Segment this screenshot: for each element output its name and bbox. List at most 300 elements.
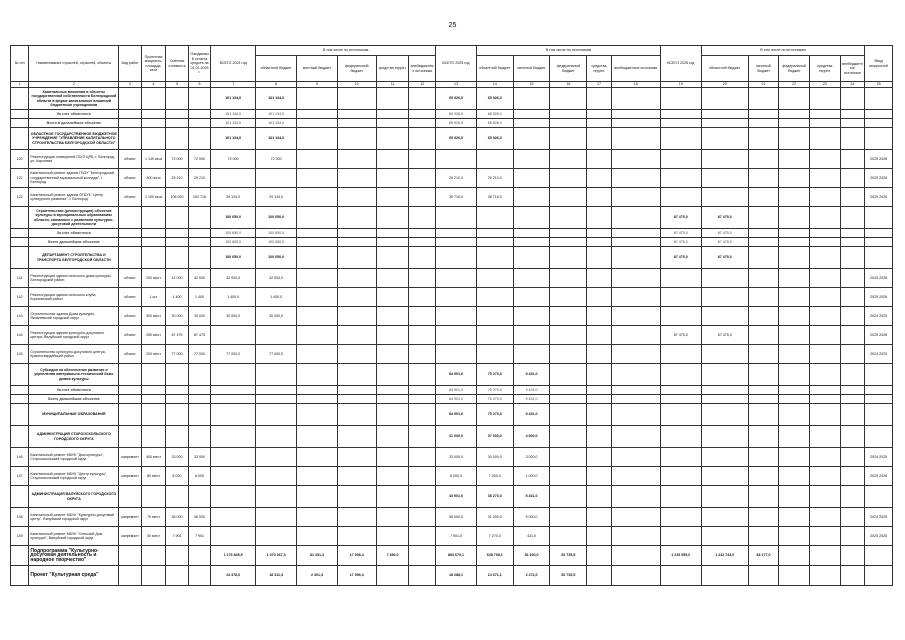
row-value <box>550 88 587 110</box>
row-value: 9 431,0 <box>513 404 550 426</box>
row-value <box>810 404 841 426</box>
row-type: объект <box>119 345 141 364</box>
row-value <box>810 307 841 326</box>
row-value <box>550 247 587 269</box>
row-value <box>337 486 376 508</box>
row-value <box>701 566 748 586</box>
row-value <box>779 207 810 229</box>
column-number: 17 <box>587 82 612 88</box>
row-name: Реконструкция помещений ГБУЗ ЦРБ, г. Белгород, ул. Королева <box>29 150 119 169</box>
row-value <box>376 307 409 326</box>
row-number: 145 <box>11 345 29 364</box>
row-value <box>409 364 436 386</box>
row-value <box>513 345 550 364</box>
row-remaining: 29 210 <box>188 169 210 188</box>
row-value: 100 650,0 <box>256 238 297 247</box>
row-power <box>141 364 166 386</box>
table-row <box>11 110 893 119</box>
row-year <box>865 88 893 110</box>
column-number: 19 <box>660 82 701 88</box>
row-power <box>141 207 166 229</box>
row-value: 65 926,0 <box>476 128 513 150</box>
row-type <box>119 386 141 395</box>
row-year <box>865 364 893 386</box>
row-value <box>337 426 376 448</box>
table-row <box>11 169 893 188</box>
row-value <box>337 395 376 404</box>
row-value: 33 000,0 <box>436 448 477 467</box>
row-value <box>748 386 779 395</box>
table-row <box>11 486 893 508</box>
row-value <box>297 307 338 326</box>
row-value <box>748 229 779 238</box>
row-estimate: 33 000 <box>166 448 188 467</box>
row-value: 43 901,0 <box>436 486 477 508</box>
row-value <box>779 119 810 128</box>
row-value <box>611 326 660 345</box>
row-value <box>587 247 612 269</box>
row-value: 7 270,0 <box>476 527 513 546</box>
header-type: Вид работ <box>119 46 141 82</box>
row-value <box>550 326 587 345</box>
row-value <box>297 128 338 150</box>
row-value: 29 134,0 <box>256 188 297 207</box>
row-value <box>701 128 748 150</box>
row-name: Капитальный ремонт МБУК "Центр культуры", Старооскольский городской округ <box>29 467 119 486</box>
row-value <box>376 269 409 288</box>
row-value <box>748 566 779 586</box>
row-value <box>376 247 409 269</box>
row-value: 36 716,0 <box>476 188 513 207</box>
row-power <box>141 386 166 395</box>
column-number: 9 <box>297 82 338 88</box>
row-value <box>211 508 256 527</box>
row-value <box>660 467 701 486</box>
row-number: 147 <box>11 467 29 486</box>
table-body <box>11 88 893 586</box>
row-estimate <box>166 404 188 426</box>
row-value <box>211 326 256 345</box>
row-value <box>779 326 810 345</box>
row-name: Строительство здания Дома культуры, Яковлевский городской округ <box>29 307 119 326</box>
row-value <box>513 326 550 345</box>
row-value <box>550 110 587 119</box>
table-row <box>11 247 893 269</box>
row-remaining <box>188 404 210 426</box>
row-number <box>11 486 29 508</box>
row-value: 37 000,0 <box>476 426 513 448</box>
row-value <box>660 88 701 110</box>
row-value <box>840 288 865 307</box>
column-number: 20 <box>701 82 748 88</box>
header-own: средства террит. <box>587 56 612 82</box>
row-value: 100 650,0 <box>211 207 256 229</box>
row-value <box>409 386 436 395</box>
row-year <box>865 229 893 238</box>
row-value <box>748 486 779 508</box>
row-remaining <box>188 207 210 229</box>
row-remaining: 30 000 <box>188 307 210 326</box>
row-value: 87 475,0 <box>701 207 748 229</box>
row-value: 77 000,0 <box>211 345 256 364</box>
row-number <box>11 426 29 448</box>
row-estimate <box>166 364 188 386</box>
row-value <box>337 150 376 169</box>
row-value <box>810 345 841 364</box>
row-estimate <box>166 247 188 269</box>
row-number: 143 <box>11 307 29 326</box>
row-type <box>119 395 141 404</box>
row-value <box>436 288 477 307</box>
row-value <box>748 527 779 546</box>
row-value <box>748 326 779 345</box>
row-value <box>748 150 779 169</box>
row-name: За счет областного <box>29 386 119 395</box>
row-name: ДЕПАРТАМЕНТ СТРОИТЕЛЬСТВА И ТРАНСПОРТА БЕЛГОРОДСКОЙ ОБЛАСТИ <box>29 247 119 269</box>
row-year <box>865 395 893 404</box>
row-value <box>409 448 436 467</box>
row-value <box>409 119 436 128</box>
row-type: объект <box>119 188 141 207</box>
row-type <box>119 546 141 566</box>
row-value: 101 134,0 <box>256 110 297 119</box>
row-value <box>587 386 612 395</box>
row-value <box>587 150 612 169</box>
row-value: 84 901,0 <box>436 364 477 386</box>
row-value <box>436 307 477 326</box>
row-value <box>660 128 701 150</box>
table-row <box>11 188 893 207</box>
row-value <box>409 238 436 247</box>
row-value <box>436 345 477 364</box>
row-value <box>840 345 865 364</box>
row-value <box>409 404 436 426</box>
row-value <box>409 326 436 345</box>
row-value: 31 000,0 <box>476 508 513 527</box>
row-value <box>840 364 865 386</box>
row-value <box>810 169 841 188</box>
row-power <box>141 404 166 426</box>
row-value <box>256 448 297 467</box>
column-number: 22 <box>779 82 810 88</box>
row-value <box>810 238 841 247</box>
row-number <box>11 566 29 586</box>
row-value <box>840 426 865 448</box>
table-row <box>11 326 893 345</box>
row-value <box>513 110 550 119</box>
row-power: 250 мест <box>141 326 166 345</box>
row-name: Строительство (реконструкция) объектов культуры в муниципальных образованиях области, связанных с развитием культурно-досуговой деятельности <box>29 207 119 229</box>
row-value <box>256 467 297 486</box>
row-value: 100 650,0 <box>256 247 297 269</box>
row-value <box>748 88 779 110</box>
row-value: 100 650,0 <box>211 247 256 269</box>
row-value <box>748 345 779 364</box>
row-value <box>611 150 660 169</box>
row-year: 2024 2025 <box>865 508 893 527</box>
row-year <box>865 486 893 508</box>
row-value <box>810 188 841 207</box>
row-number <box>11 386 29 395</box>
row-value <box>748 269 779 288</box>
row-name: Капитальный ремонт МБУК "Культурно-досуговый центр", Валуйский городской округ <box>29 508 119 527</box>
row-power <box>141 238 166 247</box>
row-type <box>119 229 141 238</box>
row-value: 7 901,0 <box>436 527 477 546</box>
row-value <box>611 247 660 269</box>
row-power: 300 мест <box>141 307 166 326</box>
row-value <box>701 110 748 119</box>
row-value <box>587 486 612 508</box>
row-name: АДМИНИСТРАЦИЯ СТАРООСКОЛЬСКОГО ГОРОДСКОГО ОКРУГА <box>29 426 119 448</box>
row-power <box>141 546 166 566</box>
row-value <box>587 448 612 467</box>
row-value <box>211 467 256 486</box>
row-value <box>550 119 587 128</box>
row-power <box>141 128 166 150</box>
row-value <box>337 448 376 467</box>
row-value: 8 000,0 <box>436 467 477 486</box>
row-year: 2025 2026 <box>865 188 893 207</box>
row-name: Капитальные вложения в объекты государственной собственности Белгородской области в форме капитальных вложений бюджетным учреждениям <box>29 88 119 110</box>
row-value <box>660 527 701 546</box>
row-value <box>376 527 409 546</box>
row-name: Реконструкция здания сельского дома культуры, Белгородский район <box>29 269 119 288</box>
row-value <box>810 527 841 546</box>
row-value <box>810 110 841 119</box>
row-value <box>840 527 865 546</box>
row-power <box>141 426 166 448</box>
row-value <box>701 119 748 128</box>
row-power <box>141 110 166 119</box>
row-value <box>701 150 748 169</box>
row-value <box>701 467 748 486</box>
row-estimate: 42 000 <box>166 269 188 288</box>
row-remaining: 7 901 <box>188 527 210 546</box>
row-value <box>701 486 748 508</box>
row-year: 2025 2026 <box>865 150 893 169</box>
row-power: 800 кв.м <box>141 169 166 188</box>
row-value <box>748 128 779 150</box>
row-value <box>376 508 409 527</box>
row-value <box>376 326 409 345</box>
header-extra: внебюджетные источники <box>409 56 436 82</box>
row-value <box>587 566 612 586</box>
header-regional: областной бюджет <box>476 56 513 82</box>
row-value <box>337 247 376 269</box>
row-type <box>119 128 141 150</box>
row-value <box>513 150 550 169</box>
row-value <box>611 386 660 395</box>
row-name: АДМИНИСТРАЦИЯ ВАЛУЙСКОГО ГОРОДСКОГО ОКРУГА <box>29 486 119 508</box>
row-value: 14 671,1 <box>476 566 513 586</box>
table-row <box>11 238 893 247</box>
row-type: объект <box>119 288 141 307</box>
column-number: 12 <box>409 82 436 88</box>
row-value <box>297 404 338 426</box>
row-value <box>436 326 477 345</box>
row-value: 65 926,0 <box>436 88 477 110</box>
row-value <box>256 486 297 508</box>
row-value <box>376 128 409 150</box>
column-number: 21 <box>748 82 779 88</box>
row-type <box>119 110 141 119</box>
row-value <box>550 426 587 448</box>
header-extra: внебюджетные источники <box>840 56 865 82</box>
row-value <box>337 88 376 110</box>
row-value <box>513 169 550 188</box>
row-remaining <box>188 426 210 448</box>
row-value <box>376 404 409 426</box>
row-value: 1 070 267,3 <box>256 546 297 566</box>
row-value <box>297 88 338 110</box>
row-value <box>297 238 338 247</box>
header-own: средства террит. <box>376 56 409 82</box>
row-value <box>660 307 701 326</box>
row-value: 84 901,0 <box>436 395 477 404</box>
row-year: 2025 2026 <box>865 527 893 546</box>
row-value: 87 475,0 <box>660 207 701 229</box>
row-value <box>840 238 865 247</box>
column-number: 2 <box>29 82 119 88</box>
row-value: 29 134,0 <box>211 188 256 207</box>
row-type: объект <box>119 150 141 169</box>
row-remaining <box>188 386 210 395</box>
row-value <box>587 345 612 364</box>
row-value: 87 475,0 <box>701 229 748 238</box>
row-value <box>297 119 338 128</box>
row-value <box>748 119 779 128</box>
row-value <box>748 404 779 426</box>
column-number: 3 <box>119 82 141 88</box>
row-value: 87 475,0 <box>660 229 701 238</box>
row-number <box>11 364 29 386</box>
row-value <box>256 169 297 188</box>
column-number: 10 <box>337 82 376 88</box>
row-value <box>409 426 436 448</box>
row-value <box>409 188 436 207</box>
row-value: 42 000,0 <box>211 269 256 288</box>
row-value <box>409 395 436 404</box>
row-value <box>779 188 810 207</box>
row-value <box>376 566 409 586</box>
row-value <box>337 404 376 426</box>
row-value: 87 475,0 <box>701 326 748 345</box>
row-value: 29 210,0 <box>476 169 513 188</box>
row-value <box>840 128 865 150</box>
row-value <box>840 546 865 566</box>
row-value <box>376 150 409 169</box>
row-value <box>660 486 701 508</box>
column-number: 5 <box>166 82 188 88</box>
row-value <box>611 426 660 448</box>
row-value <box>550 364 587 386</box>
row-value <box>376 188 409 207</box>
row-value <box>211 395 256 404</box>
row-value <box>550 395 587 404</box>
row-value <box>810 150 841 169</box>
header-remaining: Ожидаемый остаток средств на 01.01.2025 г. <box>188 46 210 82</box>
row-value <box>611 404 660 426</box>
row-value <box>376 229 409 238</box>
header-group-2026: В том числе по источникам <box>701 46 865 56</box>
row-value <box>611 508 660 527</box>
row-value <box>476 207 513 229</box>
row-value <box>660 386 701 395</box>
row-year <box>865 119 893 128</box>
row-value: 17 906,4 <box>337 566 376 586</box>
row-type <box>119 88 141 110</box>
row-value <box>587 508 612 527</box>
row-value <box>297 386 338 395</box>
row-value <box>587 395 612 404</box>
row-year <box>865 426 893 448</box>
row-number <box>11 229 29 238</box>
row-value <box>611 88 660 110</box>
row-type <box>119 426 141 448</box>
row-value: 9 431,0 <box>513 364 550 386</box>
row-value <box>550 467 587 486</box>
row-value <box>337 169 376 188</box>
row-value <box>840 395 865 404</box>
row-value <box>840 269 865 288</box>
row-name: Реконструкция здания сельского клуба, Корочанский район <box>29 288 119 307</box>
row-year <box>865 207 893 229</box>
row-name: Капитальный ремонт МБУК "Дом культуры", Старооскольский городской округ <box>29 448 119 467</box>
row-value <box>660 110 701 119</box>
row-value <box>550 508 587 527</box>
row-value <box>840 229 865 238</box>
header-estimate: Сметная стоимость <box>166 46 188 82</box>
row-power: 70 мест <box>141 508 166 527</box>
row-value <box>409 486 436 508</box>
row-name: Подпрограмма "Культурно-досуговая деятельность и народное творчество" <box>29 546 119 566</box>
row-value <box>297 169 338 188</box>
row-value <box>587 326 612 345</box>
row-value <box>436 247 477 269</box>
row-value <box>409 88 436 110</box>
row-value: 52 735,5 <box>550 546 587 566</box>
row-value: 1 225 959,0 <box>660 546 701 566</box>
row-value: 87 475,0 <box>660 326 701 345</box>
row-estimate: 36 000 <box>166 508 188 527</box>
header-power: Проектная мощность, площадь, кв.м <box>141 46 166 82</box>
row-value <box>779 486 810 508</box>
row-value: 9 431,0 <box>513 386 550 395</box>
row-value <box>376 238 409 247</box>
row-value <box>550 229 587 238</box>
row-value <box>779 508 810 527</box>
row-type: объект <box>119 269 141 288</box>
row-value: 1 242 743,0 <box>701 546 748 566</box>
row-value <box>376 467 409 486</box>
row-year: 2025 2026 <box>865 467 893 486</box>
row-type <box>119 404 141 426</box>
row-value: 65 926,0 <box>436 119 477 128</box>
row-value <box>779 546 810 566</box>
row-value <box>701 169 748 188</box>
row-value: 72 000 <box>256 150 297 169</box>
row-number <box>11 395 29 404</box>
row-name: ОБЛАСТНОЕ ГОСУДАРСТВЕННОЕ БЮДЖЕТНОЕ УЧРЕЖДЕНИЕ "УПРАВЛЕНИЕ КАПИТАЛЬНОГО СТРОИТЕЛЬСТВА БЕЛГОРОДСКОЙ ОБЛАСТИ" <box>29 128 119 150</box>
header-federal: федеральный бюджет <box>779 56 810 82</box>
column-number: 15 <box>513 82 550 88</box>
row-estimate: 29 210 <box>166 169 188 188</box>
row-value <box>409 229 436 238</box>
row-value: 52 735,5 <box>550 566 587 586</box>
row-value <box>476 229 513 238</box>
row-value <box>660 169 701 188</box>
